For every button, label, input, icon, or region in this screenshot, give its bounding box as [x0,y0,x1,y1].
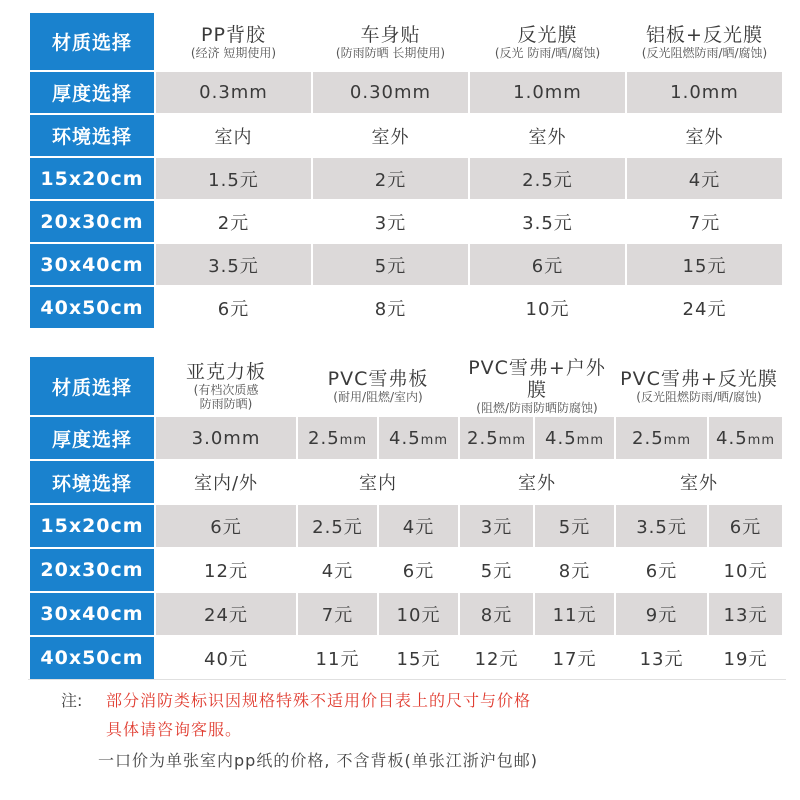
price-cell: 15元 [627,244,782,285]
price-cell: 10元 [709,549,782,591]
size-header: 40x50cm [30,287,154,328]
note-line-3: 一口价为单张室内pp纸的价格, 不含背板(单张江浙沪包邮) [98,751,538,770]
price-cell: 6元 [379,549,458,591]
price-cell: 24元 [627,287,782,328]
size-header: 20x30cm [30,549,154,591]
thickness-cell: 4.5mm [535,417,614,459]
price-cell: 13元 [709,593,782,635]
thickness-cell: 1.0mm [470,72,625,113]
thickness-cell: 2.5mm [616,417,707,459]
size-header: 20x30cm [30,201,154,242]
thickness-header: 厚度选择 [30,72,154,113]
notes-section [28,679,786,796]
price-cell: 15元 [379,637,458,679]
price-cell: 3.5元 [156,244,311,285]
material-header: 材质选择 [30,13,154,70]
size-header: 30x40cm [30,244,154,285]
environment-cell: 室外 [313,115,468,156]
price-cell: 6元 [470,244,625,285]
price-cell: 11元 [298,637,377,679]
thickness-cell: 4.5mm [379,417,458,459]
environment-cell: 室内 [156,115,311,156]
thickness-cell: 2.5mm [460,417,533,459]
price-cell: 2元 [156,201,311,242]
price-row [30,244,782,285]
environment-header: 环境选择 [30,115,154,156]
price-cell: 4元 [379,505,458,547]
price-row [30,593,782,635]
material-row [30,357,782,415]
price-cell: 9元 [616,593,707,635]
price-cell: 6元 [156,287,311,328]
environment-row [30,115,782,156]
environment-cell: 室外 [460,461,614,503]
size-header: 30x40cm [30,593,154,635]
thickness-cell: 2.5mm [298,417,377,459]
size-header: 15x20cm [30,158,154,199]
price-cell: 3元 [460,505,533,547]
price-cell: 10元 [470,287,625,328]
price-cell: 3元 [313,201,468,242]
environment-cell: 室内/外 [156,461,296,503]
price-row [30,549,782,591]
environment-cell: 室外 [616,461,782,503]
price-row [30,287,782,328]
environment-cell: 室外 [470,115,625,156]
price-cell: 19元 [709,637,782,679]
thickness-cell: 1.0mm [627,72,782,113]
material-cell: 车身贴 (防雨防晒 长期使用) [313,13,468,70]
price-cell: 11元 [535,593,614,635]
price-cell: 3.5元 [470,201,625,242]
price-cell: 8元 [535,549,614,591]
material-header: 材质选择 [30,357,154,415]
material-cell: PP背胶 (经济 短期使用) [156,13,311,70]
environment-header: 环境选择 [30,461,154,503]
material-row [30,13,782,70]
material-cell: PVC雪弗+反光膜 (反光阻燃防雨/晒/腐蚀) [616,357,782,415]
size-header: 40x50cm [30,637,154,679]
price-row [30,505,782,547]
material-cell: PVC雪弗+户外膜 (阻燃/防雨防晒防腐蚀) [460,357,614,415]
thickness-row [30,72,782,113]
price-table-2 [28,355,784,681]
price-cell: 6元 [616,549,707,591]
note-lead-label: 注: [61,691,83,710]
price-cell: 8元 [460,593,533,635]
price-cell: 3.5元 [616,505,707,547]
thickness-header: 厚度选择 [30,417,154,459]
note-line-1: 部分消防类标识因规格特殊不适用价目表上的尺寸与价格 [106,691,532,710]
thickness-cell: 4.5mm [709,417,782,459]
material-cell: 亚克力板 (有档次质感 防雨防晒) [156,357,296,415]
price-cell: 4元 [627,158,782,199]
price-cell: 5元 [313,244,468,285]
price-cell: 5元 [535,505,614,547]
price-cell: 2.5元 [298,505,377,547]
price-cell: 4元 [298,549,377,591]
price-cell: 17元 [535,637,614,679]
thickness-row [30,417,782,459]
price-cell: 24元 [156,593,296,635]
thickness-cell: 3.0mm [156,417,296,459]
price-cell: 5元 [460,549,533,591]
material-cell: 反光膜 (反光 防雨/晒/腐蚀) [470,13,625,70]
material-cell: 铝板+反光膜 (反光阻燃防雨/晒/腐蚀) [627,13,782,70]
price-cell: 2元 [313,158,468,199]
note-line-2: 具体请咨询客服。 [106,720,243,739]
price-cell: 6元 [709,505,782,547]
price-cell: 40元 [156,637,296,679]
price-cell: 1.5元 [156,158,311,199]
price-table-1 [28,11,784,330]
price-row [30,201,782,242]
price-row [30,158,782,199]
price-row [30,637,782,679]
price-cell: 7元 [627,201,782,242]
price-cell: 6元 [156,505,296,547]
environment-cell: 室内 [298,461,458,503]
price-cell: 10元 [379,593,458,635]
environment-row [30,461,782,503]
thickness-cell: 0.30mm [313,72,468,113]
environment-cell: 室外 [627,115,782,156]
price-cell: 7元 [298,593,377,635]
price-cell: 8元 [313,287,468,328]
price-cell: 2.5元 [470,158,625,199]
thickness-cell: 0.3mm [156,72,311,113]
price-cell: 12元 [156,549,296,591]
material-cell: PVC雪弗板 (耐用/阻燃/室内) [298,357,458,415]
price-cell: 13元 [616,637,707,679]
price-cell: 12元 [460,637,533,679]
size-header: 15x20cm [30,505,154,547]
